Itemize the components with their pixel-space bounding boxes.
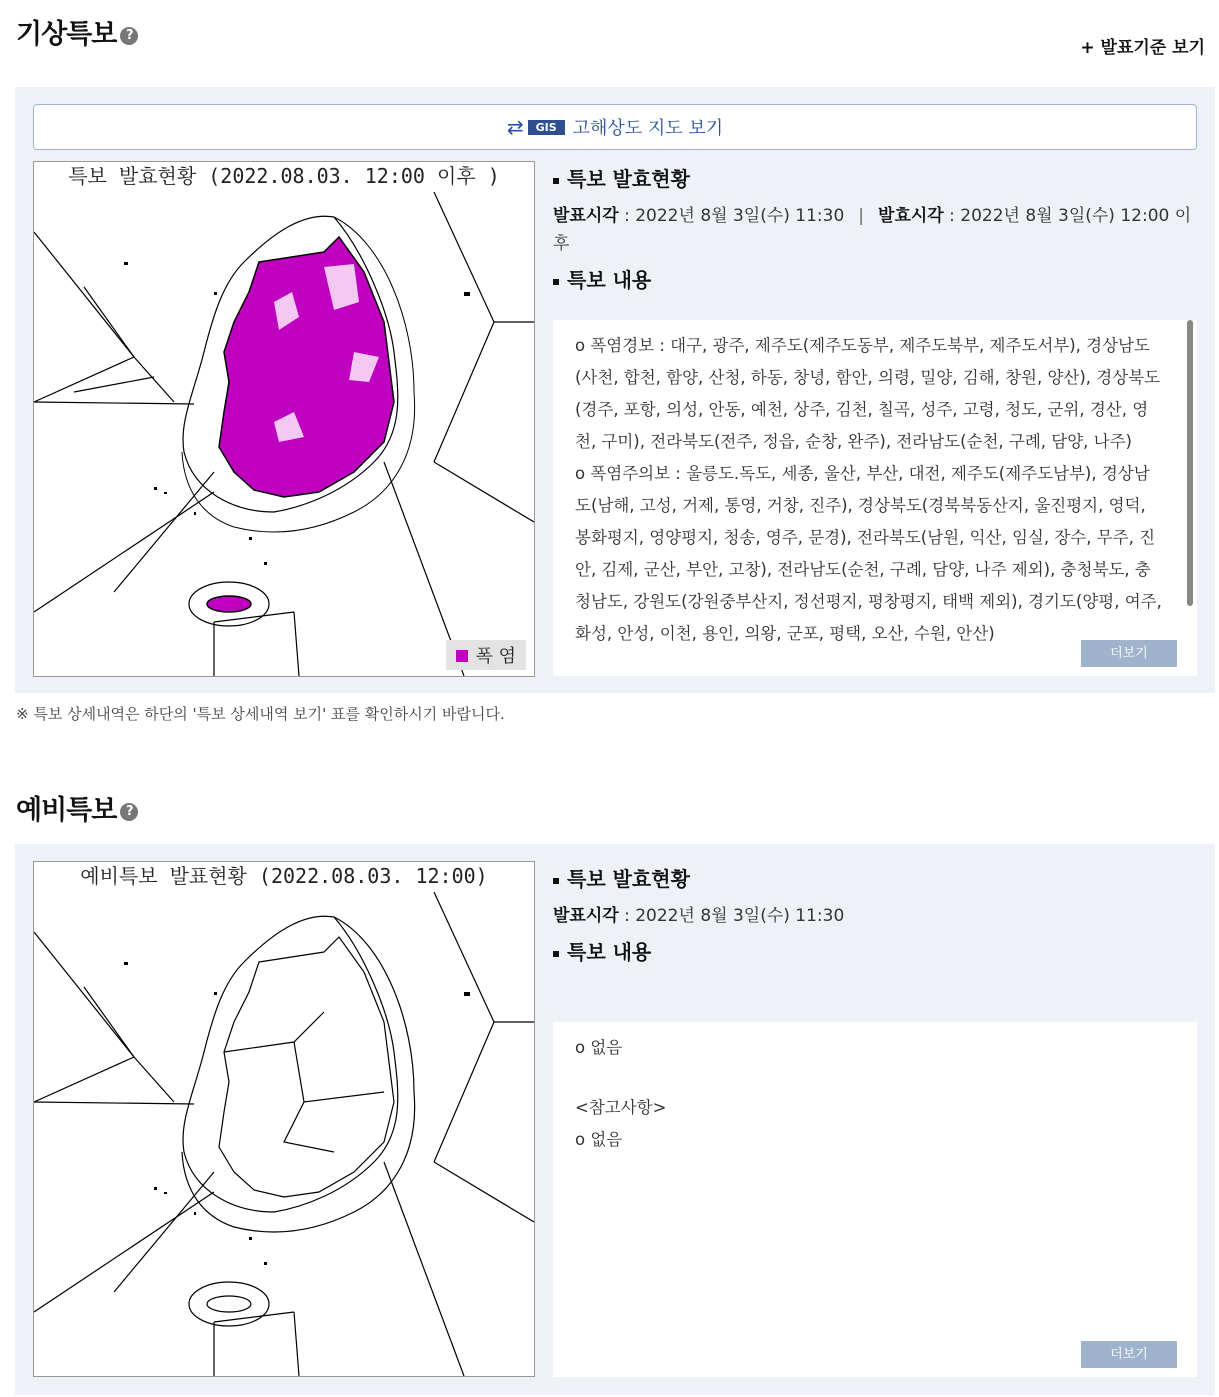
pre-warning-content-box [553, 1022, 1197, 1377]
question-icon[interactable]: ? [120, 803, 138, 821]
question-icon[interactable]: ? [120, 27, 138, 45]
pre-warning-panel [15, 844, 1215, 1395]
content-line: o 없음 [575, 1038, 623, 1057]
more-button[interactable]: 더보기 [1081, 640, 1177, 667]
status-heading: 특보 발효현황 [553, 163, 1203, 192]
refresh-arrows-icon: ⇄ [506, 115, 524, 139]
warning-map [33, 161, 535, 677]
warning-info [553, 163, 1203, 293]
gis-badge: GIS [528, 120, 565, 135]
warning-map-image [34, 192, 534, 676]
time-meta: 발표시각 : 2022년 8월 3일(수) 11:30 [553, 906, 845, 926]
content-line: o 없음 [575, 1130, 623, 1149]
section-title-weather-warning: 기상특보 ? [16, 12, 138, 51]
map-title: 특보 발효현황 (2022.08.03. 12:00 이후 ) [68, 164, 500, 188]
footnote: ※ 특보 상세내역은 하단의 '특보 상세내역 보기' 표를 확인하시기 바랍니다. [16, 705, 505, 723]
warning-panel [15, 87, 1215, 693]
pre-warning-content [575, 1032, 1165, 1156]
section-title-pre-warning: 예비특보 ? [16, 788, 138, 827]
more-button[interactable]: 더보기 [1081, 1341, 1177, 1368]
time-meta: 발표시각 : 2022년 8월 3일(수) 11:30 | 발효시각 : 2022년 8월 3일(수) 12:00 이후 [553, 206, 1192, 254]
heatwave-swatch [456, 650, 468, 662]
map-legend: 폭 염 [446, 640, 527, 670]
gis-map-button[interactable] [33, 104, 1197, 150]
content-line [575, 1064, 1165, 1092]
gis-map-label: 고해상도 지도 보기 [572, 118, 724, 139]
content-line: o 폭염경보 : 대구, 광주, 제주도(제주도동부, 제주도북부, 제주도서부), 경상남도(사천, 합천, 함양, 산청, 하동, 창녕, 함안, 의령, 밀양, 김해, 창원, 양산), 경상북도(경주, 포항, 의성, 안동, 예천, 상주, 김천, 칠곡, 성주, 고령, 청도, 군위, 경산, 영천, 구미), 전라북도(전주, 정읍, 순창, 완주), 전라남도(순천, 구례, 담양, 나주) [575, 336, 1161, 451]
pre-warning-info [553, 863, 1203, 965]
divider: | [858, 206, 865, 226]
scrollbar[interactable] [1187, 320, 1193, 606]
warning-content-box [553, 320, 1197, 676]
content-line: o 폭염주의보 : 울릉도.독도, 세종, 울산, 부산, 대전, 제주도(제주도남부), 경상남도(남해, 고성, 거제, 통영, 거창, 진주), 경상북도(경북북동산지, 울진평지, 영덕, 봉화평지, 영양평지, 청송, 영주, 문경), 전라북도(남원, 익산, 임실, 장수, 무주, 진안, 김제, 군산, 부안, 고창), 전라남도(순천, 구례, 담양, 나주 제외), 충청북도, 충청남도, 강원도(강원중부산지, 정선평지, 평창평지, 태백 제외), 경기도(양평, 여주, 화성, 안성, 이천, 용인, 의왕, 군포, 평택, 오산, 수원, 안산) [575, 464, 1162, 643]
status-heading: 특보 발효현황 [553, 863, 1203, 892]
pre-warning-map [33, 861, 535, 1377]
map-title: 예비특보 발표현황 (2022.08.03. 12:00) [80, 864, 488, 888]
warning-content [575, 330, 1165, 650]
content-line: <참고사항> [575, 1098, 667, 1117]
pre-warning-map-image [34, 892, 534, 1376]
content-heading: 특보 내용 [553, 264, 1203, 293]
content-heading: 특보 내용 [553, 936, 1203, 965]
criteria-link[interactable]: + 발표기준 보기 [1080, 38, 1205, 58]
